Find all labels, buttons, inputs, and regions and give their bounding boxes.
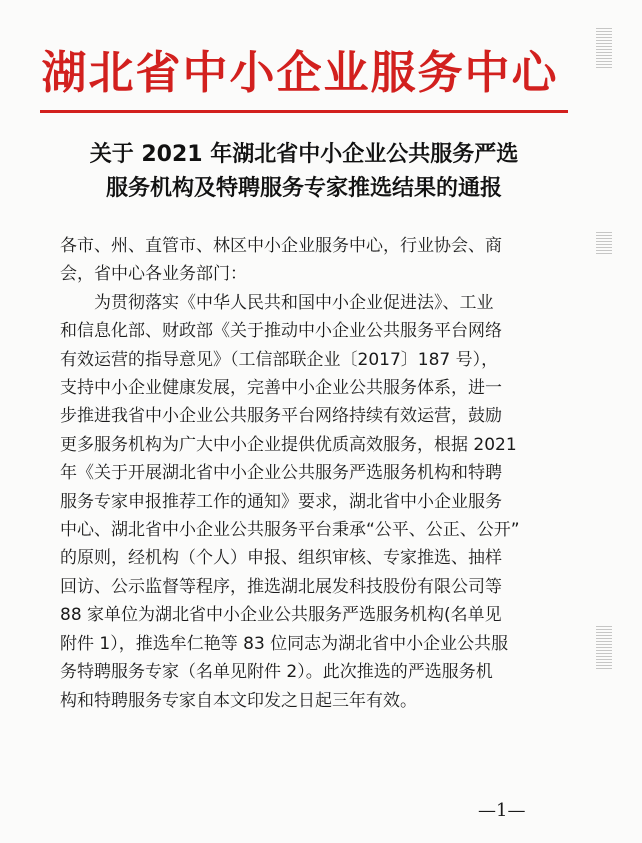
body-line: 更多服务机构为广大中小企业提供优质高效服务，根据 2021	[60, 434, 517, 455]
body-line: 务特聘服务专家（名单见附件 2）。此次推选的严选服务机	[60, 662, 493, 683]
document-title	[40, 138, 568, 206]
page-number: —1—	[478, 800, 526, 821]
body-line: 构和特聘服务专家自本文印发之日起三年有效。	[60, 690, 417, 711]
body-line: 回访、公示监督等程序，推选湖北展发科技股份有限公司等	[60, 576, 502, 597]
body-line: 附件 1），推选牟仁艳等 83 位同志为湖北省中小企业公共服	[60, 633, 509, 654]
body-line: 各市、州、直管市、林区中小企业服务中心，行业协会、商	[60, 236, 502, 256]
body-line: 88 家单位为湖北省中小企业公共服务严选服务机构(名单见	[60, 605, 502, 626]
body-line: 中心、湖北省中小企业公共服务平台秉承“公平、公正、公开”	[60, 520, 520, 541]
scan-edge-mark	[596, 626, 612, 670]
body-line: 支持中小企业健康发展，完善中小企业公共服务体系，进一	[60, 378, 502, 399]
scan-edge-mark	[596, 28, 612, 70]
body-line: 和信息化部、财政部《关于推动中小企业公共服务平台网络	[60, 321, 502, 342]
body-line: 为贯彻落实《中华人民共和国中小企业促进法》、工业	[60, 292, 494, 313]
title-line: 服务机构及特聘服务专家推选结果的通报	[105, 176, 502, 201]
title-line: 关于 2021 年湖北省中小企业公共服务严选	[89, 142, 519, 167]
body-text	[60, 232, 560, 715]
body-line: 年《关于开展湖北省中小企业公共服务严选服务机构和特聘	[60, 463, 502, 484]
body-line: 服务专家申报推荐工作的通知》要求，湖北省中小企业服务	[60, 491, 502, 512]
scan-edge-mark	[596, 232, 612, 256]
body-line: 会，省中心各业务部门：	[60, 264, 247, 285]
org-header: 湖北省中小企业服务中心	[41, 46, 559, 99]
body-line: 的原则，经机构（个人）申报、组织审核、专家推选、抽样	[60, 548, 502, 569]
body-line: 步推进我省中小企业公共服务平台网络持续有效运营，鼓励	[60, 406, 502, 427]
body-line: 有效运营的指导意见》（工信部联企业〔2017〕187 号），	[60, 349, 499, 370]
header-rule	[40, 110, 568, 113]
